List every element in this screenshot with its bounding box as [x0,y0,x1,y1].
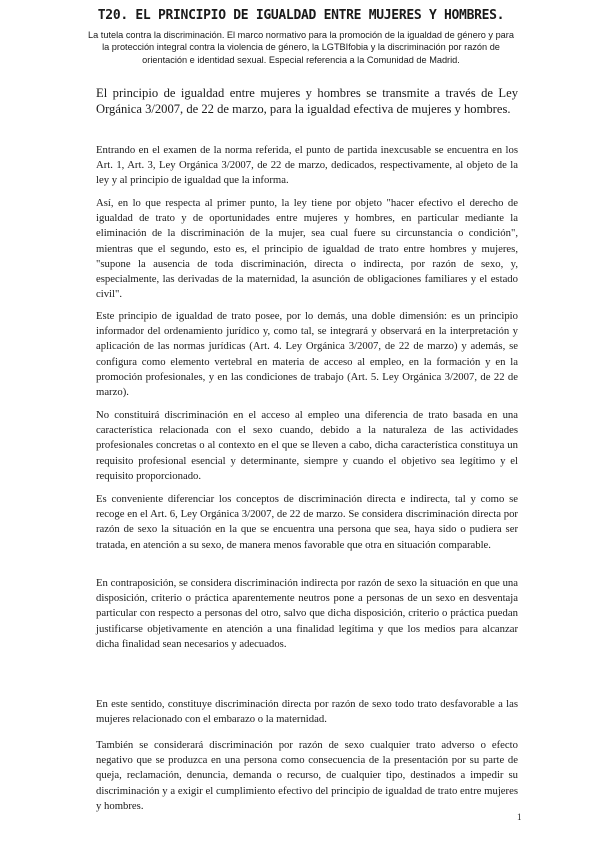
page-number: 1 [517,812,522,822]
paragraph-7: En este sentido, constituye discriminación directa por razón de sexo todo trato desfavorable a las mujeres relacionado con el embarazo o la maternidad. [96,698,518,726]
paragraph-8: También se considerará discriminación por razón de sexo cualquier trato adverso o efecto negativo que se produzca en una persona como consecuencia de la presentación por su parte de queja, reclamación, denuncia, demanda o recurso, de cualquier tipo, destinados a impedir su discriminación y a exigir el cumplimiento efectivo del principio de igualdad de trato entre mujeres y hombres. [96,739,518,812]
paragraph-3: Este principio de igualdad de trato posee, por lo demás, una doble dimensión: es un principio informador del ordenamiento jurídico y, como tal, se integrará y observará en la interpretación y aplicación de las normas jurídicas (Art. 4. Ley Orgánica 3/2007, de 22 de marzo) y además, se configura como elemento vertebral en materia de acceso al empleo, en la formación y en la promoción profesionales, y en las condiciones de trabajo (Art. 5. Ley Orgánica 3/2007, de 22 de marzo). [96,310,518,399]
paragraph-1: Entrando en el examen de la norma referida, el punto de partida inexcusable se encuentra en los Art. 1, Art. 3, Ley Orgánica 3/2007, de 22 de marzo, dedicados, respectivamente, al objeto de la ley y al principio de igualdad que la informa. [96,144,518,187]
paragraph-6: En contraposición, se considera discriminación indirecta por razón de sexo la situación en que una disposición, criterio o práctica aparentemente neutros pone a personas de un sexo en desventaja particular con respecto a personas del otro, salvo que dicha disposición, criterio o práctica puedan justificarse objetivamente en atención a una finalidad legítima y que los medios para alcanzar dicha finalidad sean necesarios y adecuados. [96,577,518,650]
paragraph-5: Es conveniente diferenciar los conceptos de discriminación directa e indirecta, tal y como se recoge en el Art. 6, Ley Orgánica 3/2007, de 22 de marzo. Se considera discriminación directa por razón de sexo la situación en la que se encuentra una persona que sea, haya sido o pudiera ser tratada, en atención a su sexo, de manera menos favorable que otra en situación comparable. [96,493,518,551]
section-heading: El principio de igualdad entre mujeres y hombres se transmite a través de Ley Orgánica 3/2007, de 22 de marzo, para la igualdad efectiva de mujeres y hombres. [96,86,518,116]
page-title: T20. EL PRINCIPIO DE IGUALDAD ENTRE MUJERES Y HOMBRES. [97,8,505,23]
page-subtitle: La tutela contra la discriminación. El marco normativo para la promoción de la igualdad de género y para la protección integral contra la violencia de género, la LGTBIfobia y la discriminación por razón de orientación e identidad sexual. Especial referencia a la Comunidad de Madrid. [88,30,514,65]
paragraph-2: Así, en lo que respecta al primer punto, la ley tiene por objeto "hacer efectivo el derecho de igualdad de trato y de oportunidades entre mujeres y hombres, en particular mediante la eliminación de la discriminación de la mujer, sea cual fuere su circunstancia o condición", mientras que el segundo, esto es, el principio de igualdad de trato entre hombres y mujeres, "supone la ausencia de toda discriminación, directa o indirecta, por razón de sexo, y, especialmente, las derivadas de la maternidad, la asunción de obligaciones familiares y el estado civil". [96,197,518,301]
paragraph-4: No constituirá discriminación en el acceso al empleo una diferencia de trato basada en una característica relacionada con el sexo cuando, debido a la naturaleza de las actividades profesionales concretas o al contexto en el que se lleven a cabo, dicha característica constituya un requisito profesional esencial y determinante, siempre y cuando el objetivo sea legítimo y el requisito proporcionado. [96,409,518,482]
